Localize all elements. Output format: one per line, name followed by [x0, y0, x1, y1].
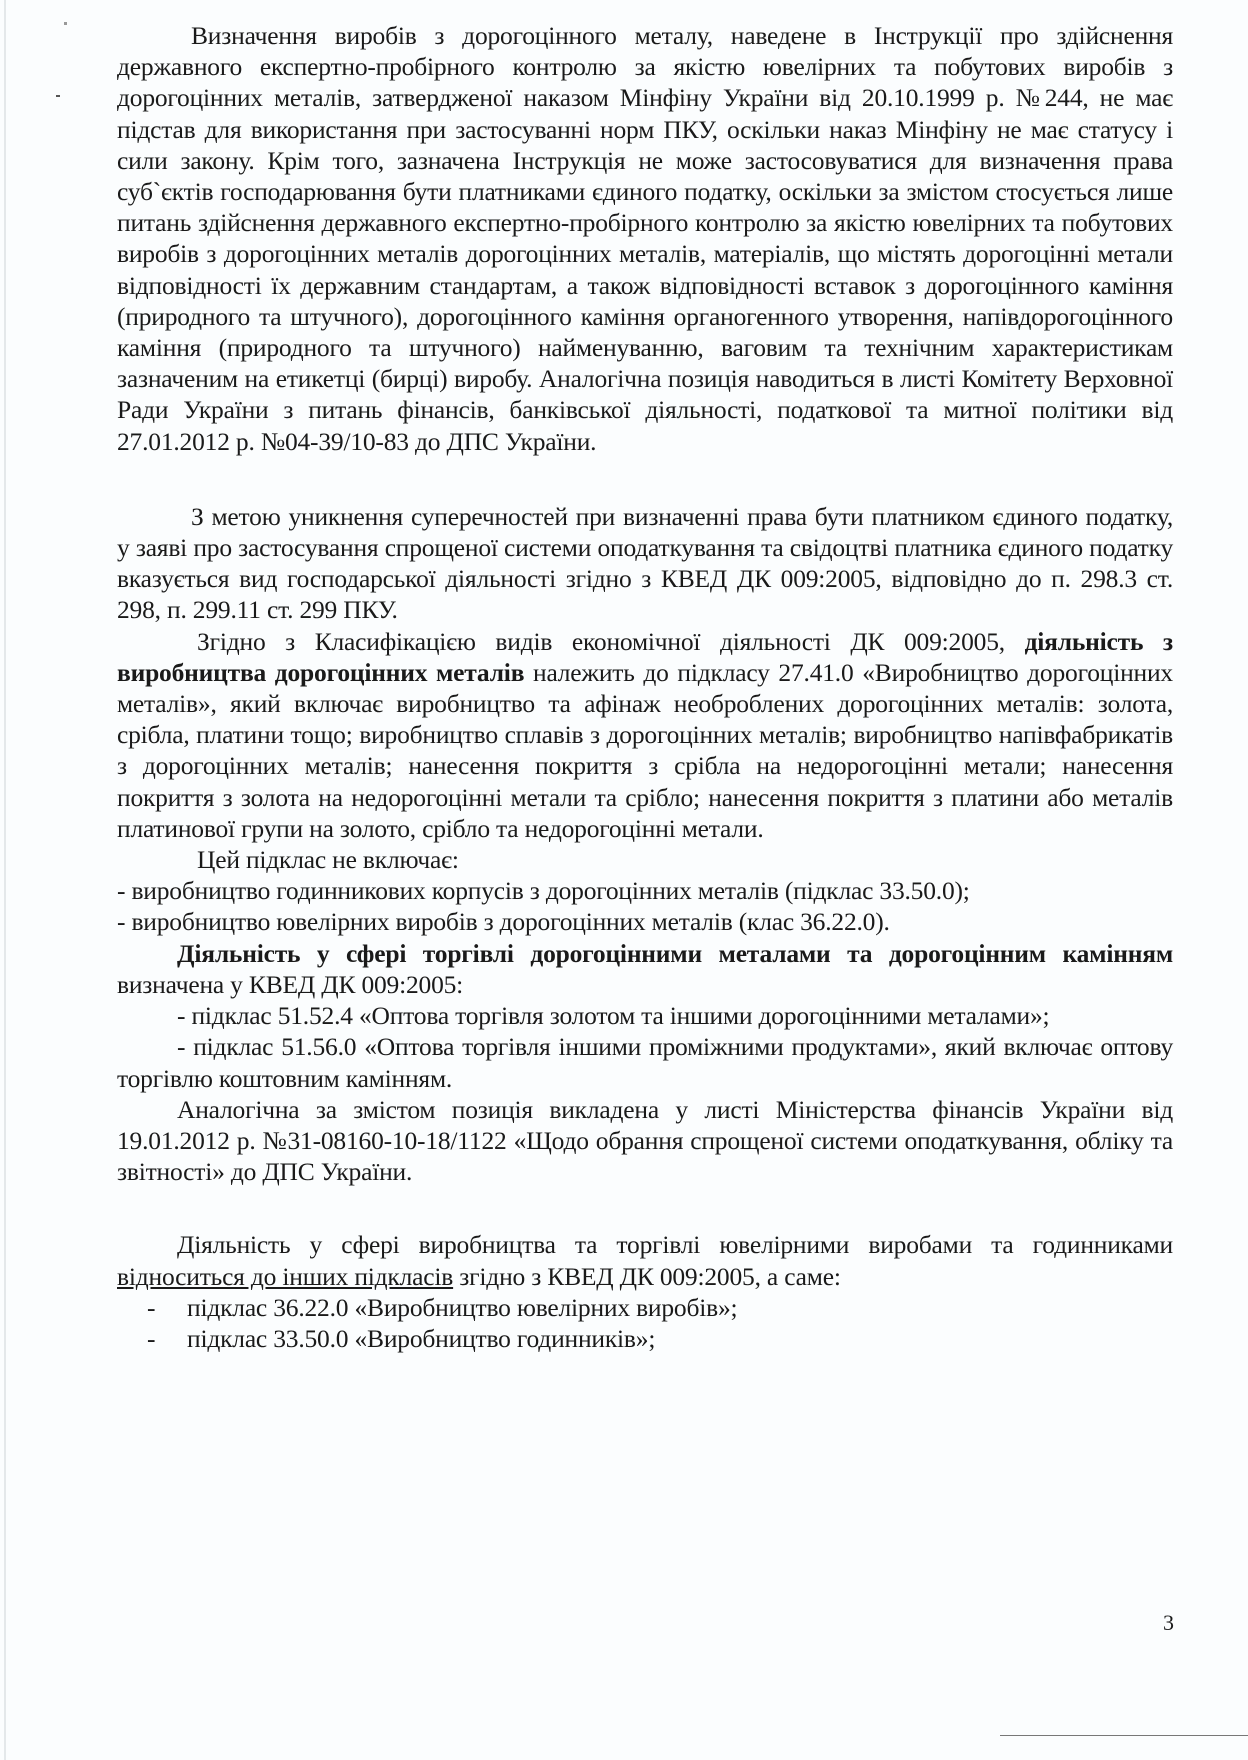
trade-section-rest: визначена у КВЕД ДК 009:2005:	[117, 969, 464, 999]
scan-artifact	[64, 22, 67, 25]
jewelry-subclass-item	[117, 1292, 1173, 1323]
exclusion-item: - виробництво годинникових корпусів з дорогоцінних металів (підклас 33.50.0);	[117, 876, 970, 906]
trade-subclass-item: - підклас 51.52.4 «Оптова торгівля золотом та іншими дорогоцінними металами»;	[177, 1001, 1050, 1031]
trade-subclass-item: - підклас 51.56.0 «Оптова торгівля іншими проміжними продуктами», який включає оптову торгівлю коштовним камінням.	[117, 1032, 1173, 1093]
document-body	[117, 20, 1173, 1354]
scan-artifact	[56, 95, 60, 97]
classification-detail: належить до підкласу 27.41.0 «Виробництво дорогоцінних металів», який включає виробництво та афінаж необроблених дорогоцінних металів: золота, срібла, платини тощо; виробництво сплавів з дорогоцінних металів; виробництво напівфабрикатів з дорогоцінних металів; нанесення покриття з срібла на недорогоцінні метали; нанесення покриття з золота на недорогоцінні метали та срібло; нанесення покриття з платини або металів платинової групи на золото, срібло та недорогоцінні метали.	[117, 657, 1173, 843]
page-edge	[4, 0, 6, 1760]
jewelry-subclass-text: підклас 33.50.0 «Виробництво годинників»;	[187, 1323, 656, 1353]
paragraph-exclusions-heading: Цей підклас не включає:	[197, 845, 459, 875]
paragraph-kved-requirement: З метою уникнення суперечностей при визначенні права бути платником єдиного податку, у заяві про застосування спрощеної системи оподаткування та свідоцтві платника єдиного податку вказується вид господарської діяльності згідно з КВЕД ДК 009:2005, відповідно до п. 298.3 ст. 298, п. 299.11 ст. 299 ПКУ.	[117, 501, 1173, 625]
paragraph-precious-metals-production	[117, 626, 1173, 844]
scan-bottom-edge	[1000, 1735, 1248, 1736]
paragraph-instruction-definition: Визначення виробів з дорогоцінного металу, наведене в Інструкції про здійснення державного експертно-пробірного контролю за якістю ювелірних та побутових виробів з дорогоцінних металів, затвердженої наказом Мінфіну України від 20.10.1999 р. №244, не має підстав для використання при застосуванні норм ПКУ, оскільки наказ Мінфіну не має статусу і сили закону. Крім того, зазначена Інструкція не може застосовуватися для визначення права суб`єктів господарювання бути платниками єдиного податку, оскільки за змістом стосується лише питань здійснення державного експертно-пробірного контролю за якістю ювелірних та побутових виробів з дорогоцінних металів дорогоцінних металів, матеріалів, що містять дорогоцінні метали відповідності їх державним стандартам, а також відповідності вставок з дорогоцінного каміння (природного та штучного), дорогоцінного каміння органогенного утворення, напівдорогоцінного каміння (природного та штучного) найменуванню, ваговим та технічним характеристикам зазначеним на етикетці (бирці) виробу. Аналогічна позиція наводиться в листі Комітету Верховної Ради України з питань фінансів, банківської діяльності, податкової та митної політики від 27.01.2012 р. №04-39/10-83 до ДПС України.	[117, 21, 1173, 456]
exclusion-item: - виробництво ювелірних виробів з дорогоцінних металів (клас 36.22.0).	[117, 907, 890, 937]
underlined-phrase: відноситься до інших підкласів	[117, 1261, 454, 1291]
jewelry-rest: згідно з КВЕД ДК 009:2005, а саме:	[453, 1261, 841, 1291]
jewelry-subclass-text: підклас 36.22.0 «Виробництво ювелірних виробів»;	[187, 1292, 738, 1322]
paragraph-jewelry-section	[117, 1229, 1173, 1291]
bold-trade-term: Діяльність у сфері торгівлі дорогоцінними металами та дорогоцінним камінням	[177, 938, 1173, 968]
spacer	[117, 457, 1173, 501]
bold-production-term: діяльність з виробництва дорогоцінних металів	[117, 626, 1173, 687]
jewelry-lead: Діяльність у сфері виробництва та торгівлі ювелірними виробами та годинниками	[177, 1230, 1173, 1260]
paragraph-ministry-position: Аналогічна за змістом позиція викладена у листі Міністерства фінансів України від 19.01.2012 р. №31-08160-10-18/1122 «Щодо обрання спрощеної системи оподаткування, обліку та звітності» до ДПС України.	[117, 1094, 1173, 1187]
jewelry-subclass-item	[117, 1323, 1173, 1354]
classification-lead: Згідно з Класифікацією видів економічної діяльності ДК 009:2005,	[197, 626, 1005, 656]
paragraph-trade-section	[117, 938, 1173, 1000]
dash-bullet: -	[147, 1292, 156, 1322]
page-number: 3	[1163, 1610, 1174, 1635]
spacer	[117, 1187, 1173, 1229]
dash-bullet: -	[147, 1323, 156, 1353]
